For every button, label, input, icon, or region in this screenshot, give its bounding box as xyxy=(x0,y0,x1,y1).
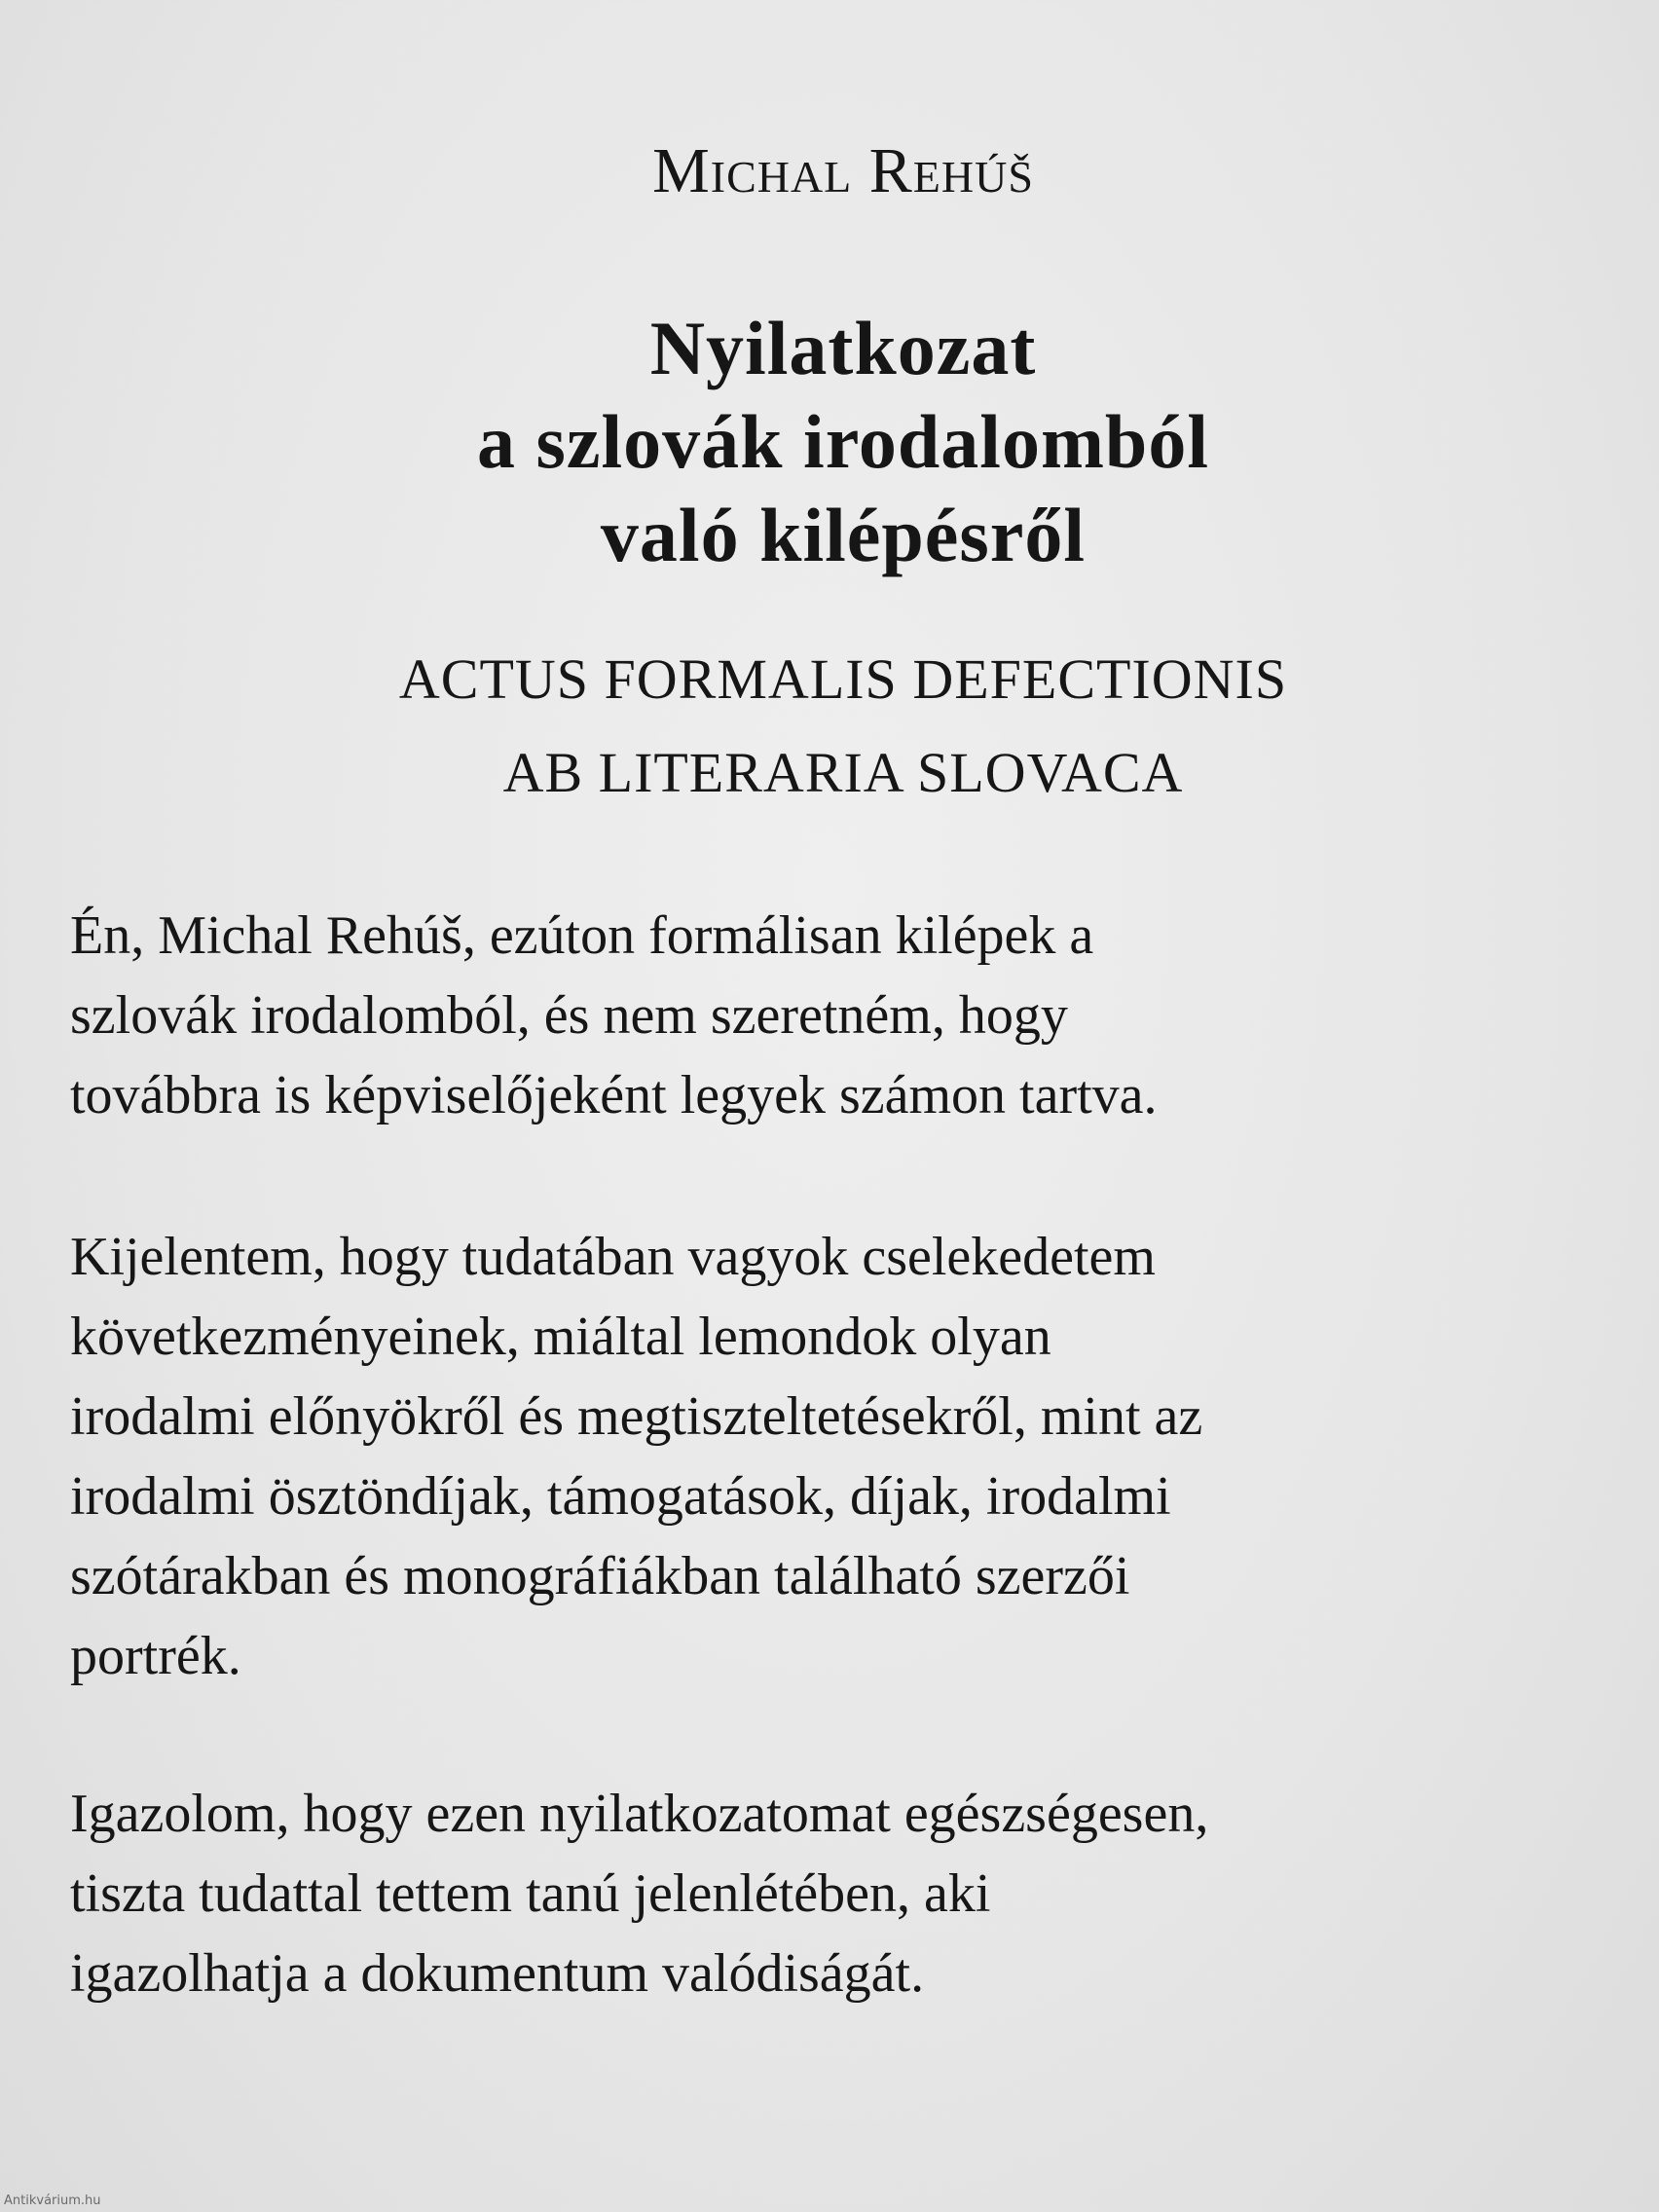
title-line: való kilépésről xyxy=(600,493,1087,577)
text-line: irodalmi előnyökről és megtiszteltetésekről, mint az xyxy=(70,1386,1203,1447)
paragraph-consequences xyxy=(70,1217,1628,1696)
subtitle-line: ACTUS FORMALIS DEFECTIONIS xyxy=(398,647,1288,711)
text-line: irodalmi ösztöndíjak, támogatások, díjak, irodalmi xyxy=(70,1466,1171,1527)
title-line: Nyilatkozat xyxy=(649,306,1037,390)
document-subtitle xyxy=(0,633,1659,820)
text-line: portrék. xyxy=(70,1626,241,1686)
text-line: tiszta tudattal tettem tanú jelenlétében, aki xyxy=(70,1863,991,1924)
watermark: Antikvárium.hu xyxy=(4,2194,101,2208)
author-name: Michal Rehúš xyxy=(652,135,1034,206)
text-line: Én, Michal Rehúš, ezúton formálisan kilépek a xyxy=(70,905,1094,966)
text-line: továbbra is képviselőjeként legyek számon tartva. xyxy=(70,1065,1158,1125)
subtitle-line: AB LITERARIA SLOVACA xyxy=(502,741,1184,804)
paragraph-attestation xyxy=(70,1774,1628,2013)
text-line: szlovák irodalomból, és nem szeretném, hogy xyxy=(70,985,1068,1046)
text-line: igazolhatja a dokumentum valódiságát. xyxy=(70,1943,925,2004)
document-title xyxy=(0,302,1659,582)
paragraph-declaration xyxy=(70,896,1628,1135)
text-line: Kijelentem, hogy tudatában vagyok cselekedetem xyxy=(70,1227,1156,1287)
text-line: Igazolom, hogy ezen nyilatkozatomat egészségesen, xyxy=(70,1784,1209,1844)
text-line: szótárakban és monográfiákban található szerzői xyxy=(70,1546,1130,1606)
text-line: következményeinek, miáltal lemondok olyan xyxy=(70,1307,1051,1367)
title-line: a szlovák irodalomból xyxy=(477,399,1209,484)
